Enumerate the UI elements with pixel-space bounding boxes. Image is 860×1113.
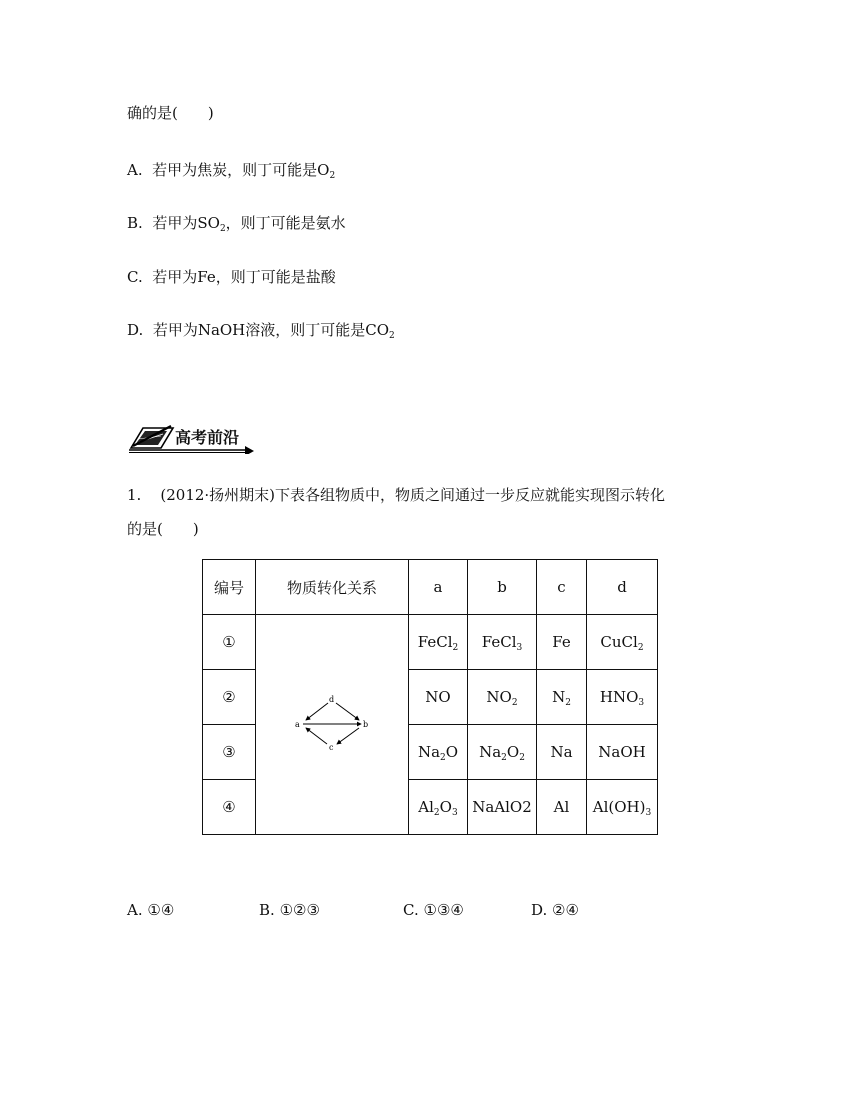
formula: Al [418, 798, 434, 816]
table-row [203, 615, 658, 670]
formula: CuCl [600, 633, 638, 651]
row-id: ② [203, 670, 256, 725]
choice-b [259, 901, 320, 919]
option-text: 若甲为Fe，则丁可能是盐酸 [152, 268, 336, 286]
formula: Al [553, 798, 570, 816]
choice-text: ②④ [552, 901, 579, 919]
formula-sub: 2 [637, 643, 644, 653]
option-d [127, 319, 395, 340]
formula: FeCl [481, 633, 517, 651]
cell-a [409, 670, 468, 725]
cell-d [587, 615, 658, 670]
header-cell: 物质转化关系 [256, 560, 409, 615]
header-cell: a [409, 560, 468, 615]
formula-sub: 2 [565, 698, 571, 708]
row-id: ① [203, 615, 256, 670]
diagram-label-d: d [329, 694, 335, 704]
option-formula: O [317, 161, 330, 179]
formula: FeCl [417, 633, 453, 651]
formula: Na [417, 743, 441, 761]
arrow-d-to-a [306, 703, 328, 720]
diagram-label-c: c [329, 742, 334, 752]
formula-sub: 3 [638, 698, 645, 708]
formula: Na [479, 743, 502, 761]
choice-letter: D. [531, 901, 548, 919]
question-stem-end: 确的是( ) [127, 104, 214, 122]
cell-d [587, 670, 658, 725]
header-cell: b [468, 560, 537, 615]
conversion-diagram-cell [256, 615, 409, 835]
option-formula: SO [197, 214, 220, 232]
option-text: 若甲为 [152, 214, 198, 232]
cell-b [468, 615, 537, 670]
formula: NaAlO [472, 798, 523, 816]
option-text-after: ，则丁可能是氨水 [225, 214, 346, 232]
option-letter: D. [127, 321, 144, 339]
formula: HNO [599, 688, 639, 706]
question-stem: (2012·扬州期末)下表各组物质中，物质之间通过一步反应就能实现图示转化 [160, 486, 666, 504]
cell-a [409, 615, 468, 670]
question1-line2: 的是( ) [127, 520, 199, 538]
choice-text: ①④ [147, 901, 175, 919]
diagram-label-b: b [363, 719, 369, 729]
cell-b [468, 725, 537, 780]
answer-choices [127, 901, 727, 923]
formula: NO [425, 688, 451, 706]
conversion-diagram [292, 693, 372, 753]
header-cell: d [587, 560, 658, 615]
formula-sub: 2 [519, 753, 525, 763]
formula-sub: 3 [451, 808, 458, 818]
cell-c [537, 615, 587, 670]
option-b [127, 212, 346, 233]
choice-letter: A. [127, 901, 143, 919]
row-id: ④ [203, 780, 256, 835]
option-letter: A. [127, 161, 143, 179]
option-text: 若甲为NaOH溶液，则丁可能是 [152, 321, 366, 339]
option-formula-sub: 2 [389, 331, 395, 341]
cell-d [587, 780, 658, 835]
option-letter: B. [127, 214, 143, 232]
formula: Fe [552, 633, 571, 651]
formula-sub: 2 [511, 698, 518, 708]
cell-a [409, 725, 468, 780]
cell-b [468, 780, 537, 835]
choice-text: ①③④ [423, 901, 464, 919]
choice-letter: B. [259, 901, 275, 919]
question1-line1 [127, 484, 665, 505]
arrow-b-to-c [337, 728, 359, 744]
conversion-table [202, 559, 658, 835]
formula: NO [486, 688, 512, 706]
cell-c [537, 670, 587, 725]
table-header-row [203, 560, 658, 615]
option-formula: CO [365, 321, 390, 339]
row-id: ③ [203, 725, 256, 780]
diagram-label-a: a [295, 719, 300, 729]
option-formula-sub: 2 [329, 171, 336, 181]
formula: Na [550, 743, 573, 761]
arrow-d-to-b [336, 703, 359, 720]
cell-d [587, 725, 658, 780]
formula-sub: 2 [440, 753, 446, 763]
question-number: 1. [127, 486, 142, 504]
formula: Al(OH) [592, 798, 646, 816]
section-banner [127, 422, 257, 454]
cell-b [468, 670, 537, 725]
cell-a [409, 780, 468, 835]
choice-text: ①②③ [279, 901, 320, 919]
section-banner-label: 高考前沿 [175, 428, 240, 447]
option-text: 若甲为焦炭，则丁可能是 [152, 161, 318, 179]
choice-d [531, 901, 579, 919]
formula-sub: 3 [645, 808, 652, 818]
header-cell: 编号 [203, 560, 256, 615]
formula: 2 [522, 798, 532, 816]
formula: N [552, 688, 566, 706]
arrow-c-to-a [306, 728, 327, 744]
formula-sub: 2 [501, 753, 507, 763]
choice-a [127, 901, 174, 919]
cell-c [537, 780, 587, 835]
formula-sub: 3 [516, 643, 523, 653]
formula: O [439, 798, 452, 816]
option-c [127, 266, 336, 287]
choice-letter: C. [403, 901, 419, 919]
cell-c [537, 725, 587, 780]
choice-c [403, 901, 464, 919]
option-a [127, 159, 335, 180]
formula-sub: 2 [452, 643, 459, 653]
formula: O [445, 743, 459, 761]
formula: O [506, 743, 520, 761]
header-cell: c [537, 560, 587, 615]
option-letter: C. [127, 268, 143, 286]
option-formula-sub: 2 [219, 224, 226, 234]
formula-sub: 2 [433, 808, 440, 818]
formula: NaOH [598, 743, 646, 761]
